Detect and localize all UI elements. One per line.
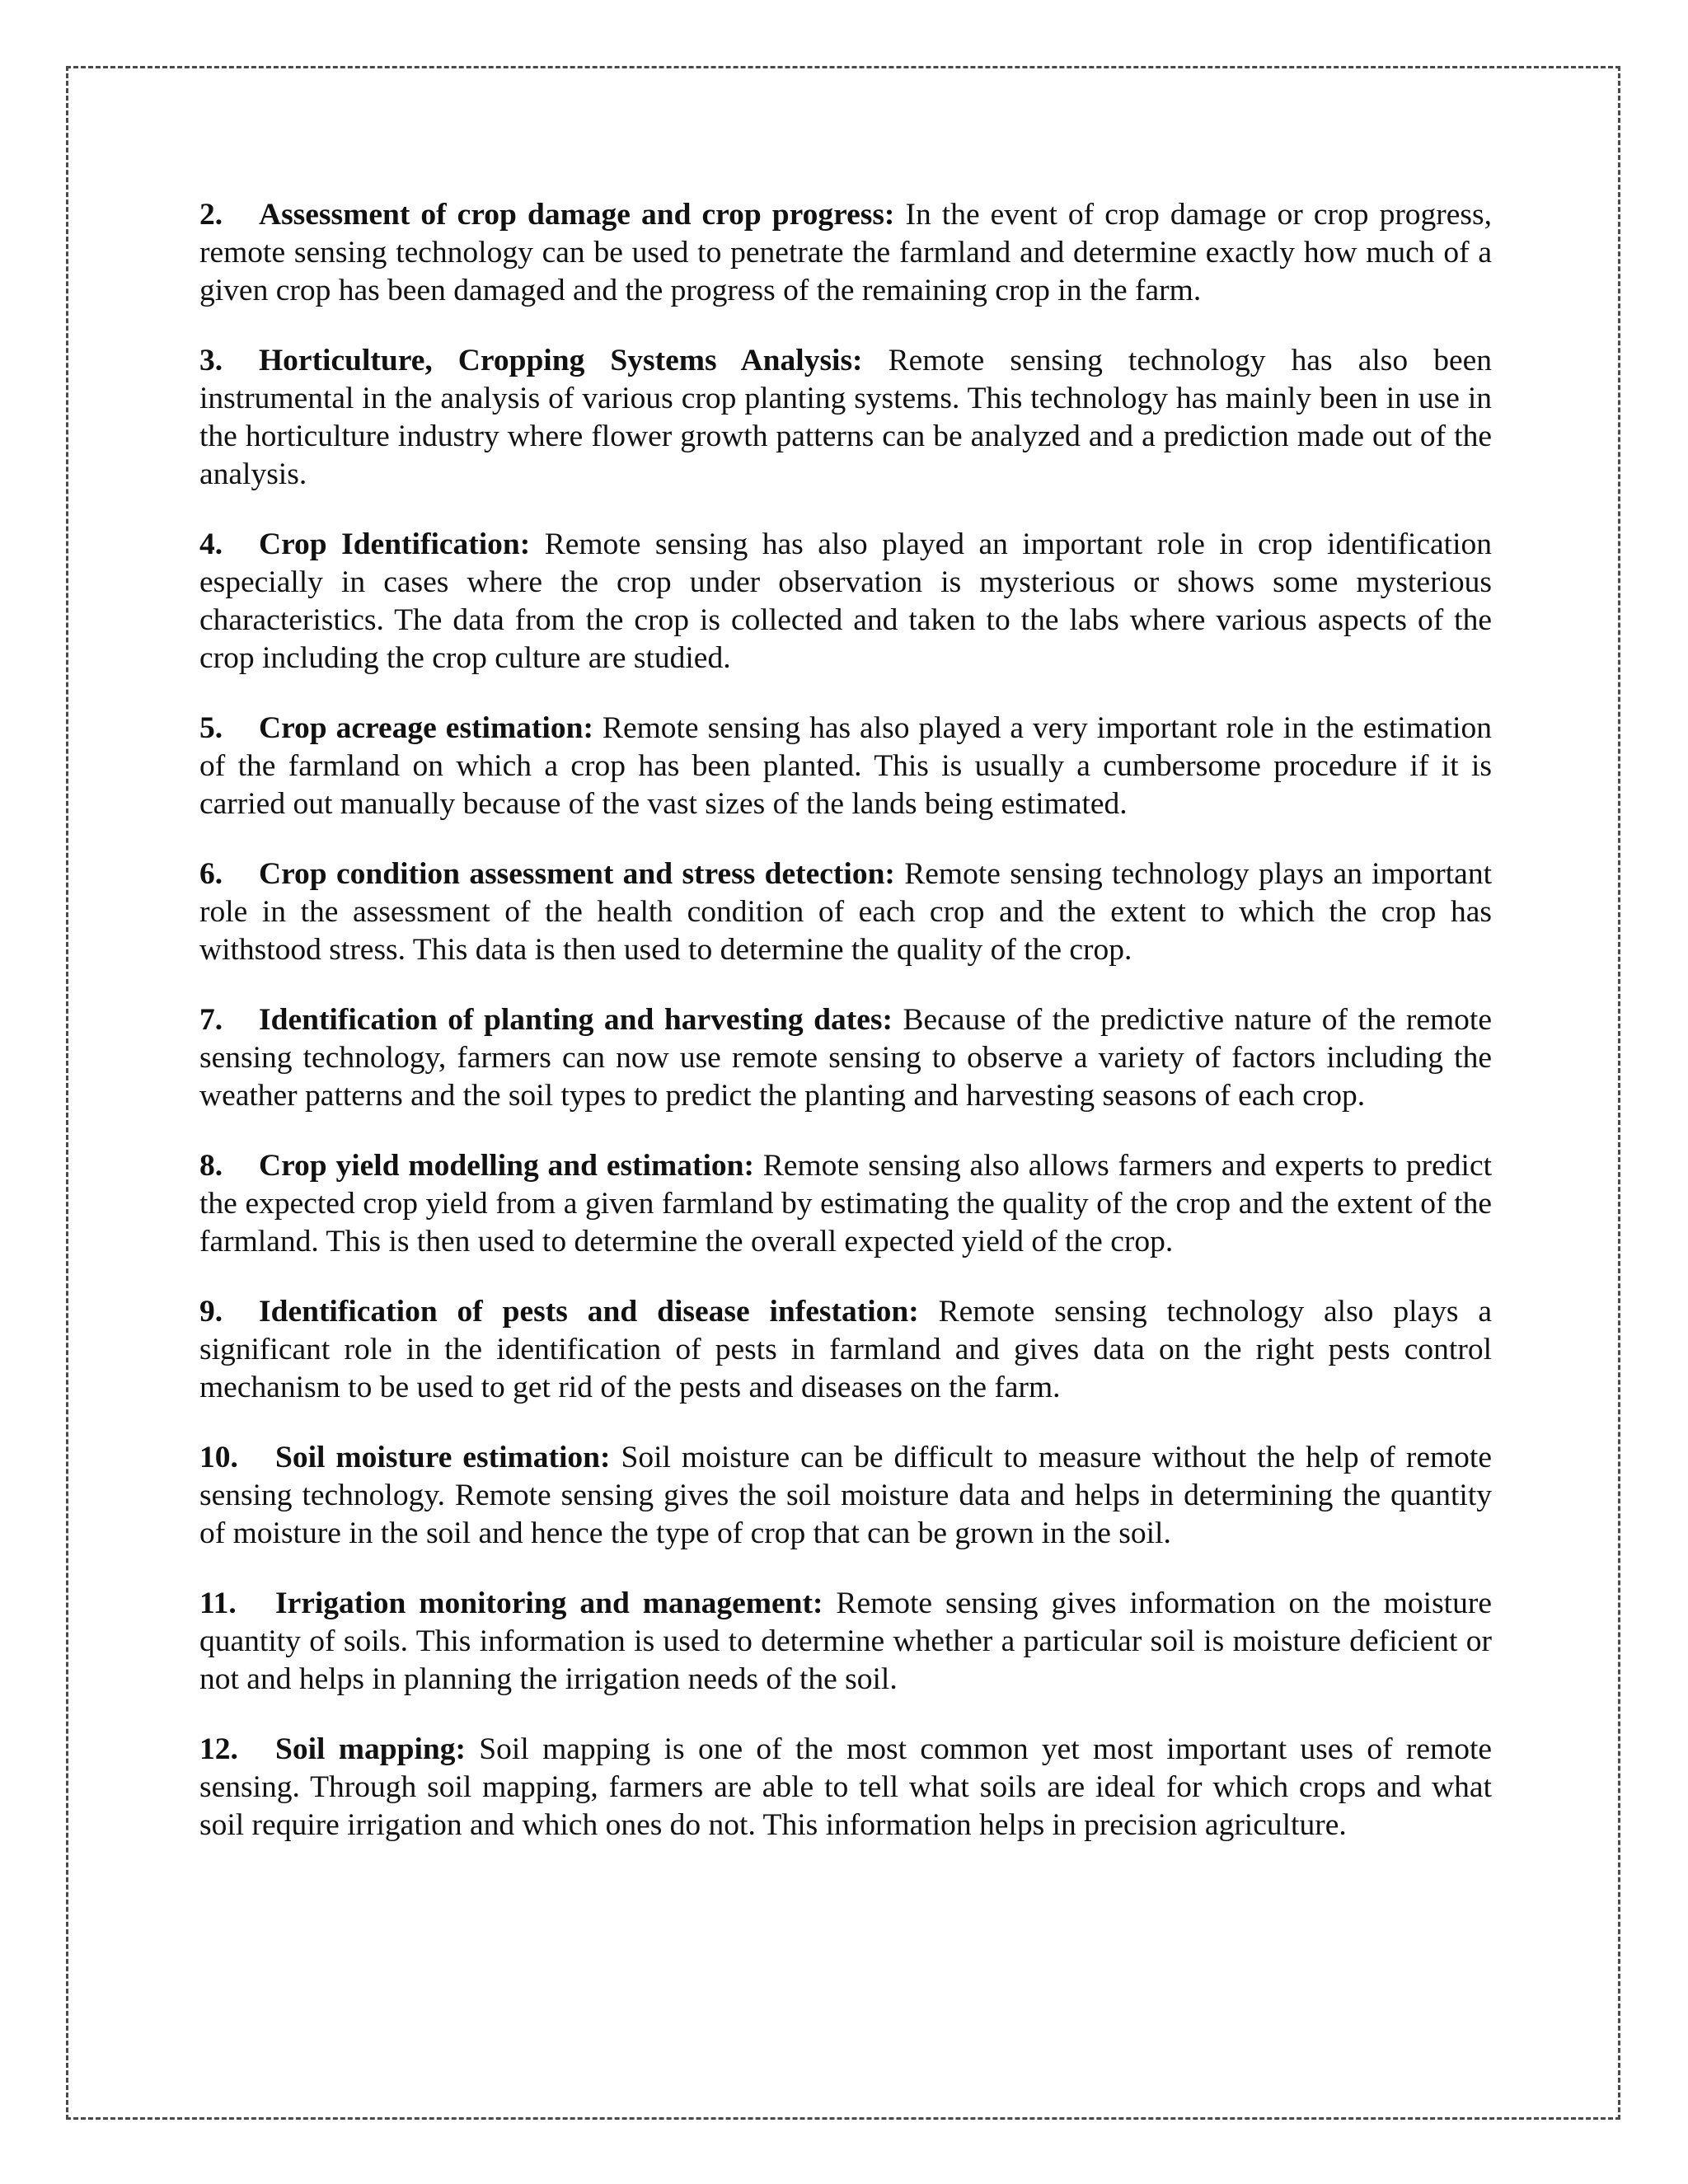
item-number: 8. xyxy=(199,1149,223,1183)
list-item xyxy=(199,1001,1492,1115)
list-item xyxy=(199,855,1492,969)
item-body: In the event of crop damage or crop progress, remote sensing technology can be used to penetrate the farmland and determine exactly how much of a given crop has been damaged and the progress of the remaining crop in the farm. xyxy=(199,198,1492,307)
item-heading: Crop yield modelling and estimation: xyxy=(259,1149,754,1183)
list-item xyxy=(199,342,1492,494)
item-number: 6. xyxy=(199,857,223,891)
item-number: 7. xyxy=(199,1003,223,1037)
item-heading: Crop acreage estimation: xyxy=(259,711,593,745)
item-heading: Assessment of crop damage and crop progress: xyxy=(259,198,895,232)
list-item xyxy=(199,1731,1492,1844)
item-body: Remote sensing has also played an important role in crop identification especially in cases where the crop under observation is mysterious or shows some mysterious characteristics. The data from the crop is collected and taken to the labs where various aspects of the crop including the crop culture are studied. xyxy=(199,527,1492,675)
item-number: 10. xyxy=(199,1441,238,1474)
item-number: 5. xyxy=(199,711,223,745)
list-item xyxy=(199,1439,1492,1553)
item-heading: Soil mapping: xyxy=(275,1732,466,1766)
item-body: Remote sensing technology also plays a significant role in the identification of pests in farmland and gives data on the right pests control mechanism to be used to get rid of the pests and diseases on the farm. xyxy=(199,1295,1492,1404)
item-heading: Identification of planting and harvesting dates: xyxy=(259,1003,893,1037)
item-number: 12. xyxy=(199,1732,238,1766)
list-item xyxy=(199,710,1492,823)
item-number: 11. xyxy=(199,1586,237,1620)
item-heading: Soil moisture estimation: xyxy=(275,1441,611,1474)
item-number: 3. xyxy=(199,344,223,377)
item-body: Remote sensing technology plays an important role in the assessment of the health condition of each crop and the extent to which the crop has withstood stress. This data is then used to determine the quality of the crop. xyxy=(199,857,1492,967)
item-body: Soil moisture can be difficult to measure without the help of remote sensing technology. Remote sensing gives the soil moisture data and helps in determining the quantity of moisture in the soil and hence the type of crop that can be grown in the soil. xyxy=(199,1441,1492,1550)
item-number: 9. xyxy=(199,1295,223,1329)
item-heading: Identification of pests and disease infestation: xyxy=(259,1295,919,1329)
item-body: Soil mapping is one of the most common yet most important uses of remote sensing. Through soil mapping, farmers are able to tell what soils are ideal for which crops and what soil require irrigation and which ones do not. This information helps in precision agriculture. xyxy=(199,1732,1493,1842)
item-number: 4. xyxy=(199,527,223,561)
list-item xyxy=(199,526,1492,677)
list-item xyxy=(199,196,1492,310)
item-body: Remote sensing has also played a very important role in the estimation of the farmland on which a crop has been planted. This is usually a cumbersome procedure if it is carried out manually because of the vast sizes of the lands being estimated. xyxy=(199,711,1492,821)
item-heading: Irrigation monitoring and management: xyxy=(275,1586,823,1620)
list-item xyxy=(199,1147,1492,1261)
item-body: Because of the predictive nature of the remote sensing technology, farmers can now use remote sensing to observe a variety of factors including the weather patterns and the soil types to predict the planting and harvesting seasons of each crop. xyxy=(199,1003,1492,1113)
item-heading: Horticulture, Cropping Systems Analysis: xyxy=(259,344,863,377)
item-body: Remote sensing also allows farmers and experts to predict the expected crop yield from a given farmland by estimating the quality of the crop and the extent of the farmland. This is then used to determine the overall expected yield of the crop. xyxy=(199,1149,1493,1258)
item-number: 2. xyxy=(199,198,223,232)
item-heading: Crop condition assessment and stress detection: xyxy=(259,857,895,891)
document-body xyxy=(199,196,1492,1877)
item-body: Remote sensing gives information on the moisture quantity of soils. This information is used to determine whether a particular soil is moisture deficient or not and helps in planning the irrigation needs of the soil. xyxy=(199,1586,1492,1696)
item-heading: Crop Identification: xyxy=(259,527,531,561)
item-body: Remote sensing technology has also been instrumental in the analysis of various crop planting systems. This technology has mainly been in use in the horticulture industry where flower growth patterns can be analyzed and a prediction made out of the analysis. xyxy=(199,344,1492,491)
list-item xyxy=(199,1585,1492,1699)
list-item xyxy=(199,1293,1492,1407)
